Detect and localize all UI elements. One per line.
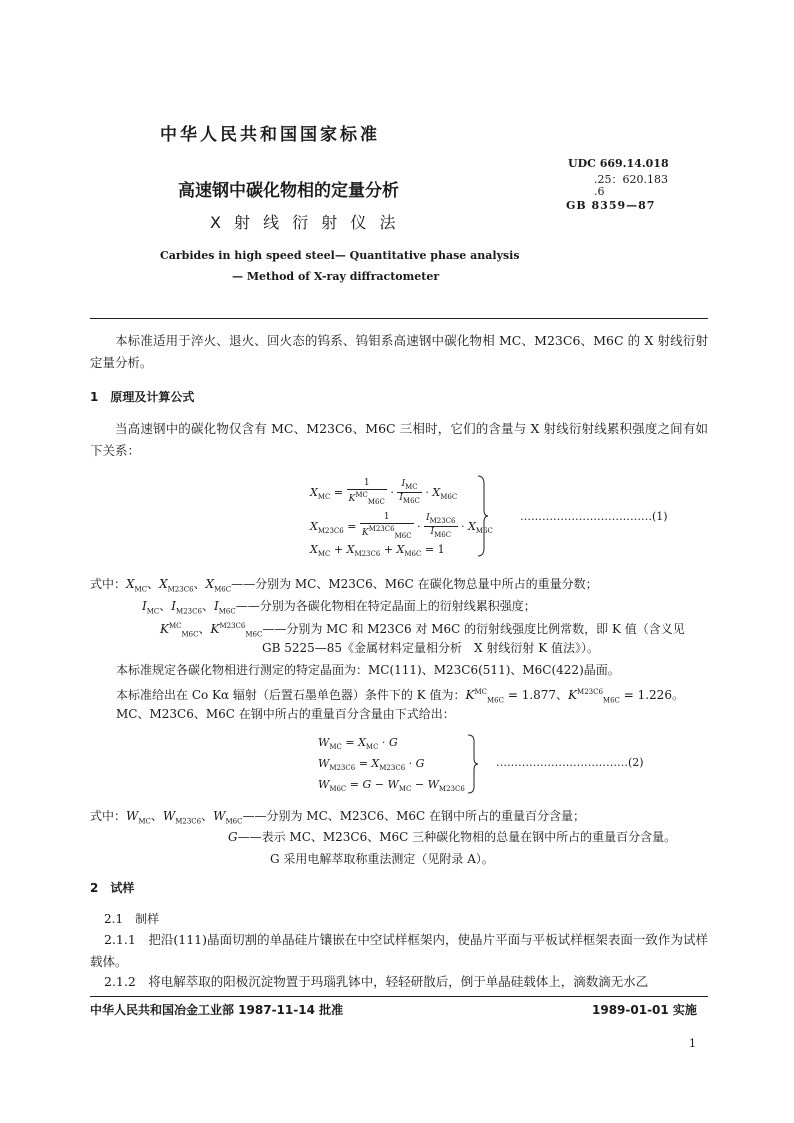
def-k-text: ——分别为 MC 和 M23C6 对 M6C 的衍射线强度比例常数，即 K 值（含义见 — [262, 622, 685, 636]
def-w-text: ——分别为 MC、M23C6、M6C 在钢中所占的重量百分含量； — [242, 809, 586, 823]
section-2-1-1: 2.1.1 把沿(111)晶面切割的单晶硅片镶嵌在中空试样框架内，使晶片平面与平板试样框架表面一致作为试样载体。 — [90, 932, 708, 969]
k-value-1: 1.877 — [521, 688, 557, 702]
udc-line-1: UDC 669.14.018 — [568, 157, 669, 170]
k-value-2: 1.226 — [637, 688, 672, 702]
page-number: 1 — [689, 1037, 696, 1050]
header-divider — [90, 318, 708, 319]
equation-2c: $W_{M6C} = G - W_{MC} - W_{M23C6}$ — [318, 778, 465, 794]
where-label-2: 式中： — [90, 809, 127, 823]
intro-paragraph: 本标准适用于淬火、退火、回火态的钨系、钨钼系高速钢中碳化物相 MC、M23C6、M6C 的 X 射线衍射定量分析。 — [90, 333, 708, 370]
section-1-para4: MC、M23C6、M6C 在钢中所占的重量百分含量由下式给出： — [116, 707, 455, 721]
section-2-heading: 2 试样 — [90, 881, 135, 895]
document-title: 高速钢中碳化物相的定量分析 — [178, 181, 399, 201]
def-x-text: ——分别为 MC、M23C6、M6C 在碳化物总量中所占的重量分数； — [231, 577, 598, 591]
english-title-1: Carbides in high speed steel— Quantitative phase analysis — [160, 249, 520, 262]
def-k-symbols: $K^{MC}_{M6C}$、$K^{M23C6}_{M6C}——$分别为 MC 和 M23C6 对 M6C 的衍射线强度比例常数，即 K 值（含义见 — [160, 622, 685, 639]
equation-1b: $X_{M23C6}$ = $\frac{1}{K^{M23C6}_{M6C}}$ · $\frac{I_{M23C6}}{I_{M6C}}$ · $X_{M6C}$ — [310, 512, 493, 540]
gb-code: GB 8359—87 — [566, 199, 656, 212]
national-standard-title: 中华人民共和国国家标准 — [160, 125, 380, 145]
equation-1c: $X_{MC} + X_{M23C6} + X_{M6C} = 1$ — [310, 543, 445, 559]
english-title-2: — Method of X-ray diffractometer — [232, 270, 440, 283]
approval-info: 中华人民共和国冶金工业部 1987-11-14 批准 — [90, 1003, 344, 1017]
udc-line-3: .6 — [594, 185, 605, 198]
def-g-text: ——表示 MC、M23C6、M6C 三种碳化物相的总量在钢中所占的重量百分含量。 — [237, 830, 677, 844]
def-g-continued: G 采用电解萃取称重法测定（见附录 A）。 — [270, 852, 494, 866]
equation-2b: $W_{M23C6} = X_{M23C6} \cdot G$ — [318, 757, 425, 773]
where-label-1: 式中： — [90, 577, 127, 591]
section-2-1-2: 2.1.2 将电解萃取的阳极沉淀物置于玛瑙乳钵中，轻轻研散后，倒于单晶硅载体上，滴数滴无水乙 — [104, 974, 649, 989]
section-1-para1: 当高速钢中的碳化物仅含有 MC、M23C6、M6C 三相时，它们的含量与 X 射线衍射线累积强度之间有如下关系： — [90, 421, 708, 458]
def-k-continued: GB 5225—85《金属材料定量相分析 X 射线衍射 K 值法》）。 — [262, 641, 599, 655]
equation-2-number: ………………………………(2) — [496, 756, 644, 769]
def-x-symbols: $X_{MC}$、$X_{M23C6}$、$X_{M6C}——$分别为 MC、M23C6、M6C 在碳化物总量中所占的重量分数； — [126, 577, 598, 594]
def-g-symbol: G——表示 MC、M23C6、M6C 三种碳化物相的总量在钢中所占的重量百分含量。 — [228, 830, 677, 844]
equation-1-number: ………………………………(1) — [520, 510, 668, 523]
equation-2-brace — [466, 733, 480, 795]
footer-divider — [90, 996, 708, 997]
section-1-para2: 本标准规定各碳化物相进行测定的特定晶面为：MC(111)、M23C6(511)、M6C(422)晶面。 — [116, 663, 620, 677]
section-1-heading: 1 原理及计算公式 — [90, 390, 195, 404]
document-subtitle: X 射 线 衍 射 仪 法 — [210, 213, 400, 232]
section-1-para3: 本标准给出在 Co Kα 辐射（后置石墨单色器）条件下的 K 值为：$K^{MC}_{M6C} = 1.877$、$K^{M23C6}_{M6C} = 1.226$。 — [116, 688, 684, 705]
effective-date: 1989-01-01 实施 — [592, 1003, 697, 1017]
udc-line-2: .25：620.183 — [594, 173, 668, 186]
def-w-symbols: $W_{MC}$、$W_{M23C6}$、$W_{M6C}——$分别为 MC、M23C6、M6C 在钢中所占的重量百分含量； — [126, 809, 586, 826]
def-i-symbols: $I_{MC}$、$I_{M23C6}$、$I_{M6C}——$分别为各碳化物相在特定晶面上的衍射线累积强度； — [142, 599, 536, 616]
def-i-text: ——分别为各碳化物相在特定晶面上的衍射线累积强度； — [235, 599, 536, 613]
equation-2a: $W_{MC} = X_{MC} \cdot G$ — [318, 736, 398, 752]
k-value-intro: 本标准给出在 Co Kα 辐射（后置石墨单色器）条件下的 K 值为： — [116, 688, 466, 702]
equation-1a: $X_{MC}$ = $\frac{1}{K^{MC}_{M6C}}$ · $\frac{I_{MC}}{I_{M6C}}$ · $X_{M6C}$ — [310, 478, 458, 506]
section-2-1: 2.1 制样 — [104, 912, 160, 926]
equation-1-brace — [476, 474, 490, 558]
